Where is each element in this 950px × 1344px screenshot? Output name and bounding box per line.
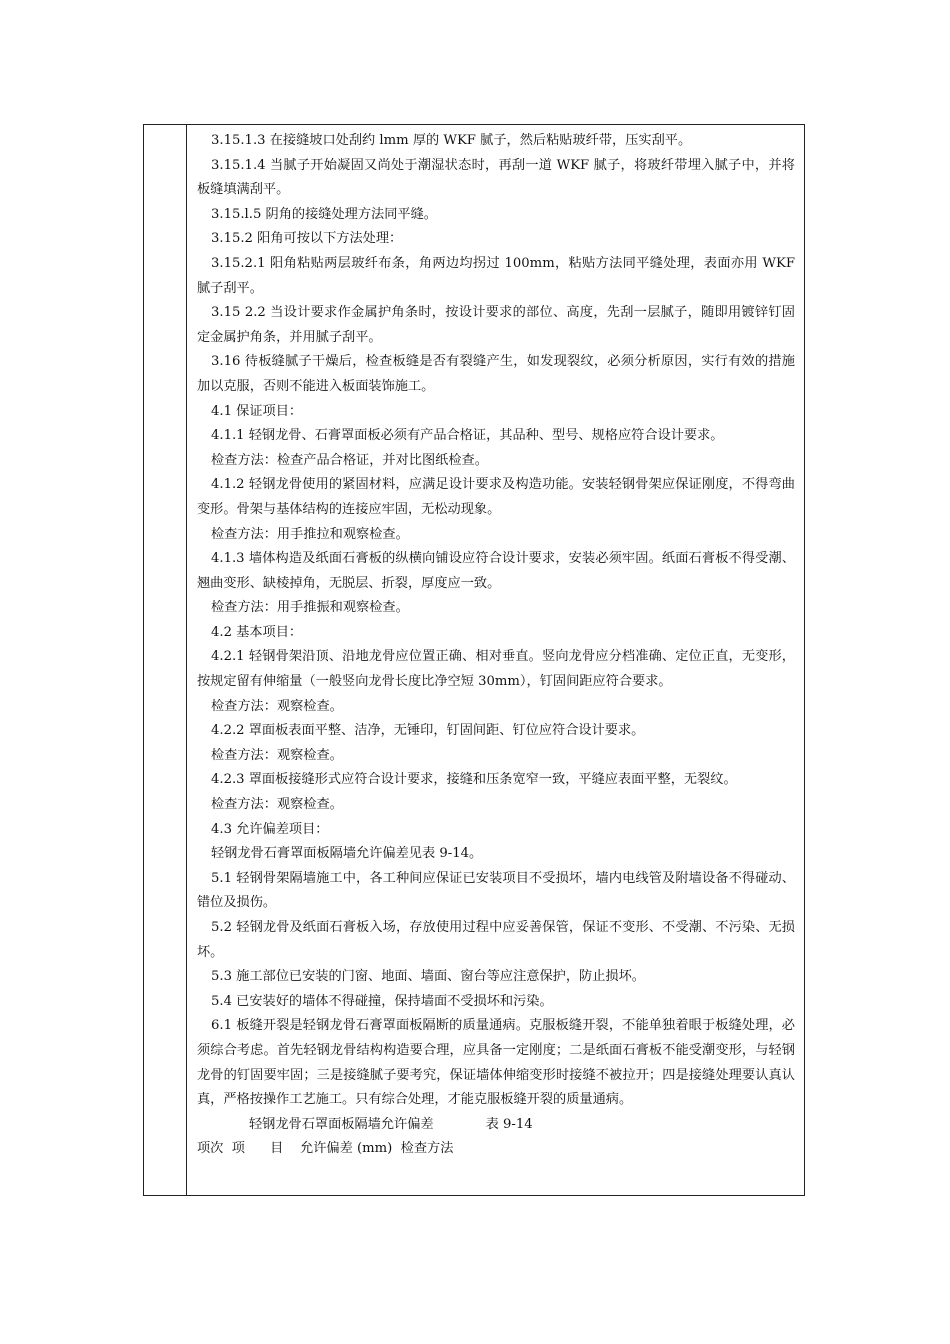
paragraph: 4.2.3 罩面板接缝形式应符合设计要求，接缝和压条宽窄一致，平缝应表面平整，无裂纹。 (211, 772, 737, 788)
paragraph: 轻钢龙骨石膏罩面板隔墙允许偏差见表 9-14。 (211, 846, 483, 862)
paragraph: 3.15.2.1 阳角粘贴两层玻纤布条，角两边均拐过 100mm，粘贴方法同平缝处理，表面亦用 WKF 腻子刮平。 (197, 255, 795, 296)
paragraph: 5.3 施工部位已安装的门窗、地面、墙面、窗台等应注意保护，防止损坏。 (211, 969, 645, 985)
paragraph: 4.2.1 轻钢骨架沿顶、沿地龙骨应位置正确、相对垂直。竖向龙骨应分档准确、定位正直，无变形，按规定留有伸缩量（一般竖向龙骨长度比净空短 30mm），钉固间距应符合要求。 (197, 649, 795, 690)
paragraph: 3.15.l.5 阴角的接缝处理方法同平缝。 (211, 206, 437, 222)
paragraph: 检查方法：用手推拉和观察检查。 (211, 526, 409, 542)
document-content (197, 129, 795, 1162)
paragraph: 3.15 2.2 当设计要求作金属护角条时，按设计要求的部位、高度，先刮一层腻子，随即用镀锌钉固定金属护角条，并用腻子刮平。 (197, 305, 795, 345)
paragraph: 检查方法：检查产品合格证，并对比图纸检查。 (211, 452, 488, 468)
paragraph: 3.15.1.4 当腻子开始凝固又尚处于潮湿状态时，再刮一道 WKF 腻子，将玻纤带埋入腻子中，并将板缝填满刮平。 (197, 157, 795, 198)
table-number: 表 9-14 (485, 1116, 533, 1132)
document-frame (143, 124, 805, 1196)
paragraph: 5.2 轻钢龙骨及纸面石膏板入场，存放使用过程中应妥善保管，保证不变形、不受潮、不污染、无损坏。 (197, 920, 795, 960)
paragraph: 5.1 轻钢骨架隔墙施工中，各工种间应保证已安装项目不受损坏，墙内电线管及附墙设备不得碰动、错位及损伤。 (197, 870, 795, 911)
section-heading: 4.2 基本项目： (211, 624, 303, 640)
paragraph: 4.1.3 墙体构造及纸面石膏板的纵横向铺设应符合设计要求，安装必须牢固。纸面石膏板不得受潮、翘曲变形、缺棱掉角，无脱层、折裂，厚度应一致。 (197, 551, 795, 591)
table-title: 轻钢龙骨石罩面板隔墙允许偏差 (249, 1116, 434, 1132)
table-caption (197, 1113, 795, 1138)
left-margin-column (144, 125, 187, 1195)
paragraph: 检查方法：用手推振和观察检查。 (211, 600, 409, 616)
paragraph: 6.1 板缝开裂是轻钢龙骨石膏罩面板隔断的质量通病。克服板缝开裂，不能单独着眼于板缝处理，必须综合考虑。首先轻钢龙骨结构构造要合理，应具备一定刚度；二是纸面石膏板不能受潮变形，与轻钢龙骨的钉固要牢固；三是接缝腻子要考究，保证墙体伸缩变形时接缝不被拉开；四是接缝处理要认真认真，严格按操作工艺施工。只有综合处理，才能克服板缝开裂的质量通病。 (197, 1018, 795, 1108)
paragraph: 4.1.1 轻钢龙骨、石膏罩面板必须有产品合格证，其品种、型号、规格应符合设计要求。 (211, 428, 724, 444)
paragraph: 检查方法：观察检查。 (211, 797, 343, 813)
paragraph: 4.1.2 轻钢龙骨使用的紧固材料，应满足设计要求及构造功能。安装轻钢骨架应保证刚度，不得弯曲变形。骨架与基体结构的连接应牢固，无松动现象。 (197, 477, 795, 517)
table-header-row: 项次 项 目 允许偏差 (mm) 检查方法 (197, 1141, 454, 1157)
paragraph: 检查方法：观察检查。 (211, 747, 343, 763)
paragraph: 4.2.2 罩面板表面平整、洁净，无锤印，钉固间距、钉位应符合设计要求。 (211, 723, 645, 739)
paragraph: 3.15.1.3 在接缝坡口处刮约 lmm 厚的 WKF 腻子，然后粘贴玻纤带，压实刮平。 (211, 133, 692, 148)
paragraph: 3.15.2 阳角可按以下方法处理： (211, 231, 403, 247)
paragraph: 5.4 已安装好的墙体不得碰撞，保持墙面不受损坏和污染。 (211, 993, 553, 1009)
section-heading: 4.3 允许偏差项目： (211, 821, 329, 837)
paragraph: 检查方法：观察检查。 (211, 698, 343, 714)
paragraph: 3.16 待板缝腻子干燥后，检查板缝是否有裂缝产生，如发现裂纹，必须分析原因，实行有效的措施加以克服，否则不能进入板面装饰施工。 (197, 354, 795, 394)
section-heading: 4.1 保证项目： (211, 403, 303, 419)
